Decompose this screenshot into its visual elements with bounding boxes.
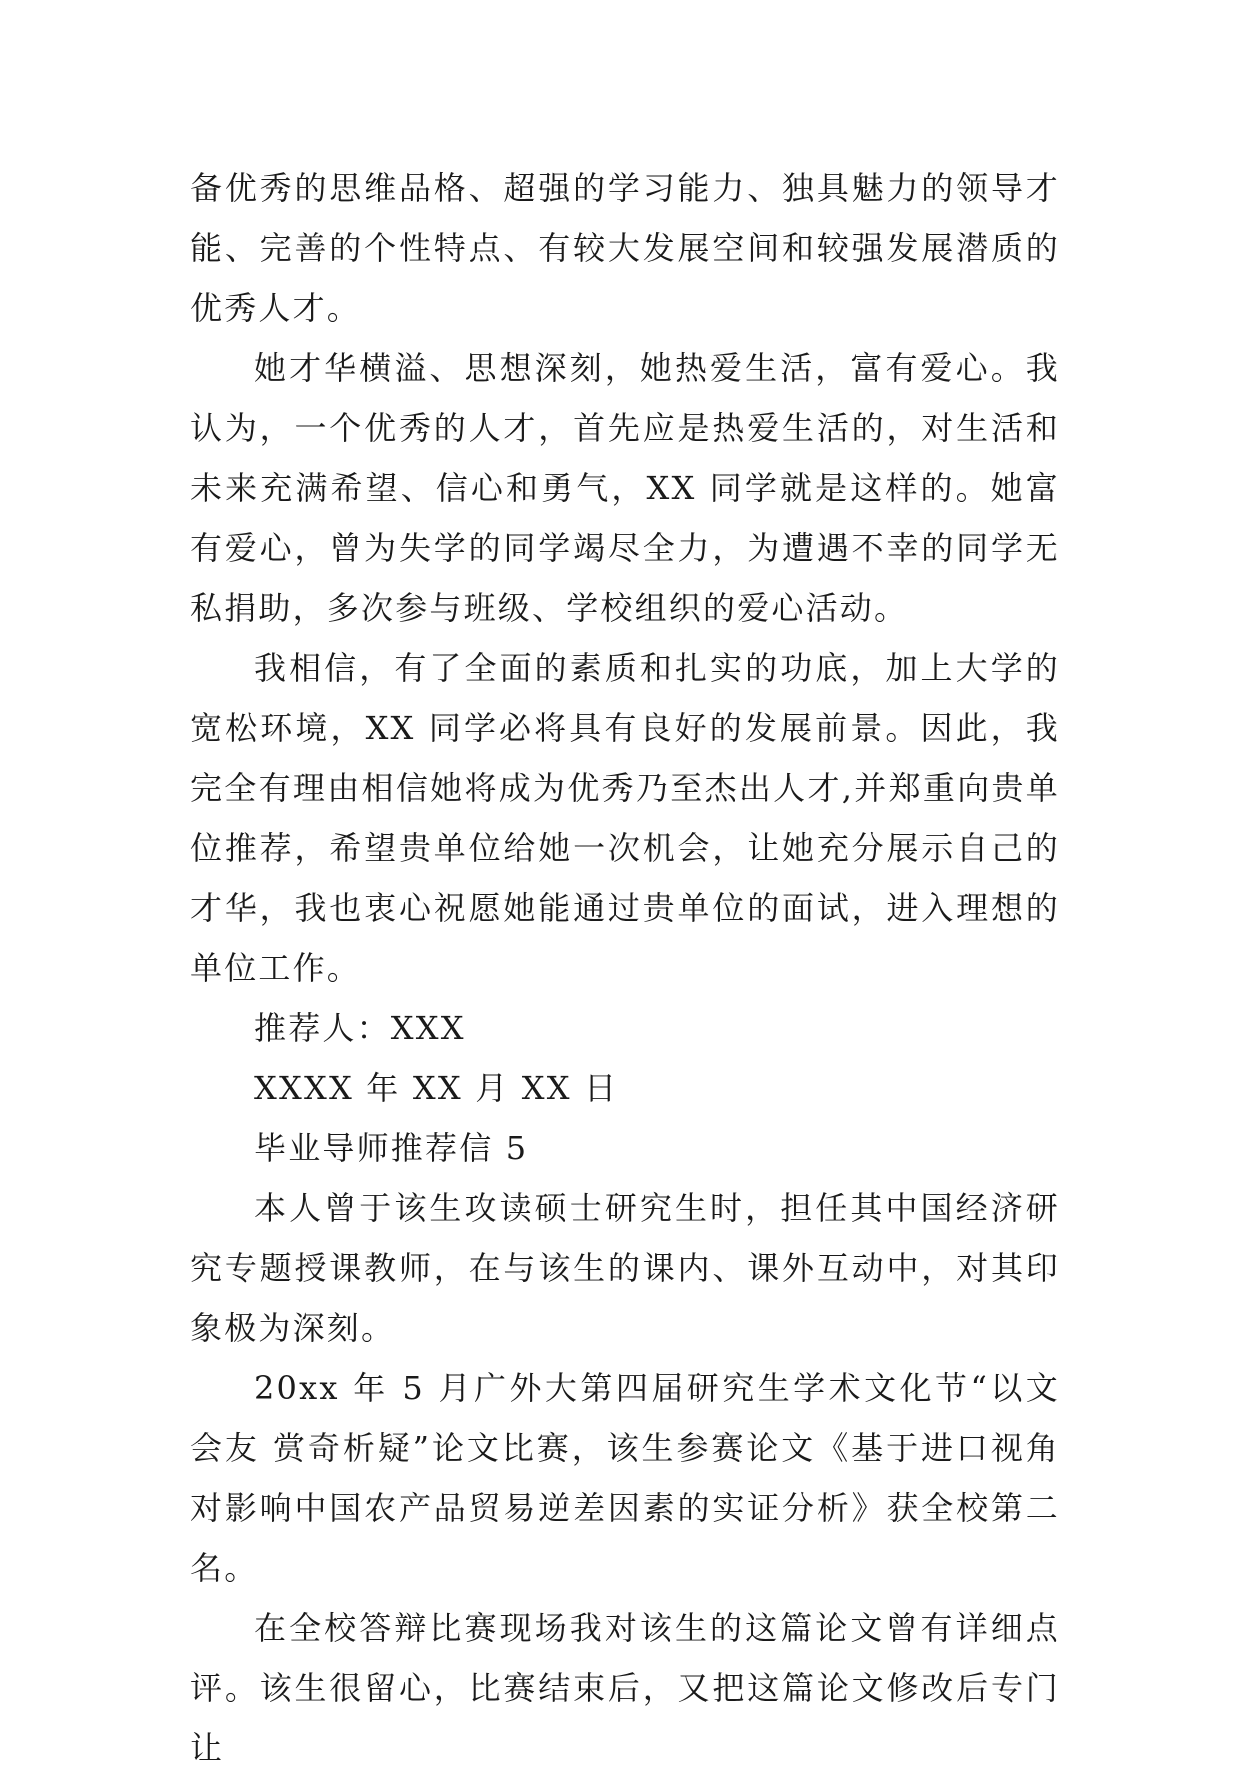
paragraph-award: 20xx 年 5 月广外大第四届研究生学术文化节“以文会友 赏奇析疑”论文比赛，该生参赛论文《基于进口视角对影响中国农产品贸易逆差因素的实证分析》获全校第二名。 [190, 1369, 1060, 1587]
paragraph-character: 她才华横溢、思想深刻，她热爱生活，富有爱心。我认为，一个优秀的人才，首先应是热爱生活的，对生活和未来充满希望、信心和勇气，XX 同学就是这样的。她富有爱心，曾为失学的同学竭尽全力，为遭遇不幸的同学无私捐助，多次参与班级、学校组织的爱心活动。 [190, 349, 1060, 627]
paragraph-review: 在全校答辩比赛现场我对该生的这篇论文曾有详细点评。该生很留心，比赛结束后，又把这篇论文修改后专门让 [190, 1609, 1060, 1767]
paragraph-recommendation: 我相信，有了全面的素质和扎实的功底，加上大学的宽松环境，XX 同学必将具有良好的发展前景。因此，我完全有理由相信她将成为优秀乃至杰出人才,并郑重向贵单位推荐，希望贵单位给她一次机会，让她充分展示自己的才华，我也衷心祝愿她能通过贵单位的面试，进入理想的单位工作。 [190, 649, 1060, 987]
paragraph-introduction: 本人曾于该生攻读硕士研究生时，担任其中国经济研究专题授课教师，在与该生的课内、课外互动中，对其印象极为深刻。 [190, 1189, 1060, 1347]
recommender-line: 推荐人：XXX [254, 1009, 466, 1047]
paragraph-continuation: 备优秀的思维品格、超强的学习能力、独具魅力的领导才能、完善的个性特点、有较大发展空间和较强发展潜质的优秀人才。 [190, 169, 1060, 327]
letter-heading: 毕业导师推荐信 5 [254, 1129, 529, 1167]
date-line: XXXX 年 XX 月 XX 日 [254, 1069, 619, 1107]
document-body [190, 158, 1060, 1778]
